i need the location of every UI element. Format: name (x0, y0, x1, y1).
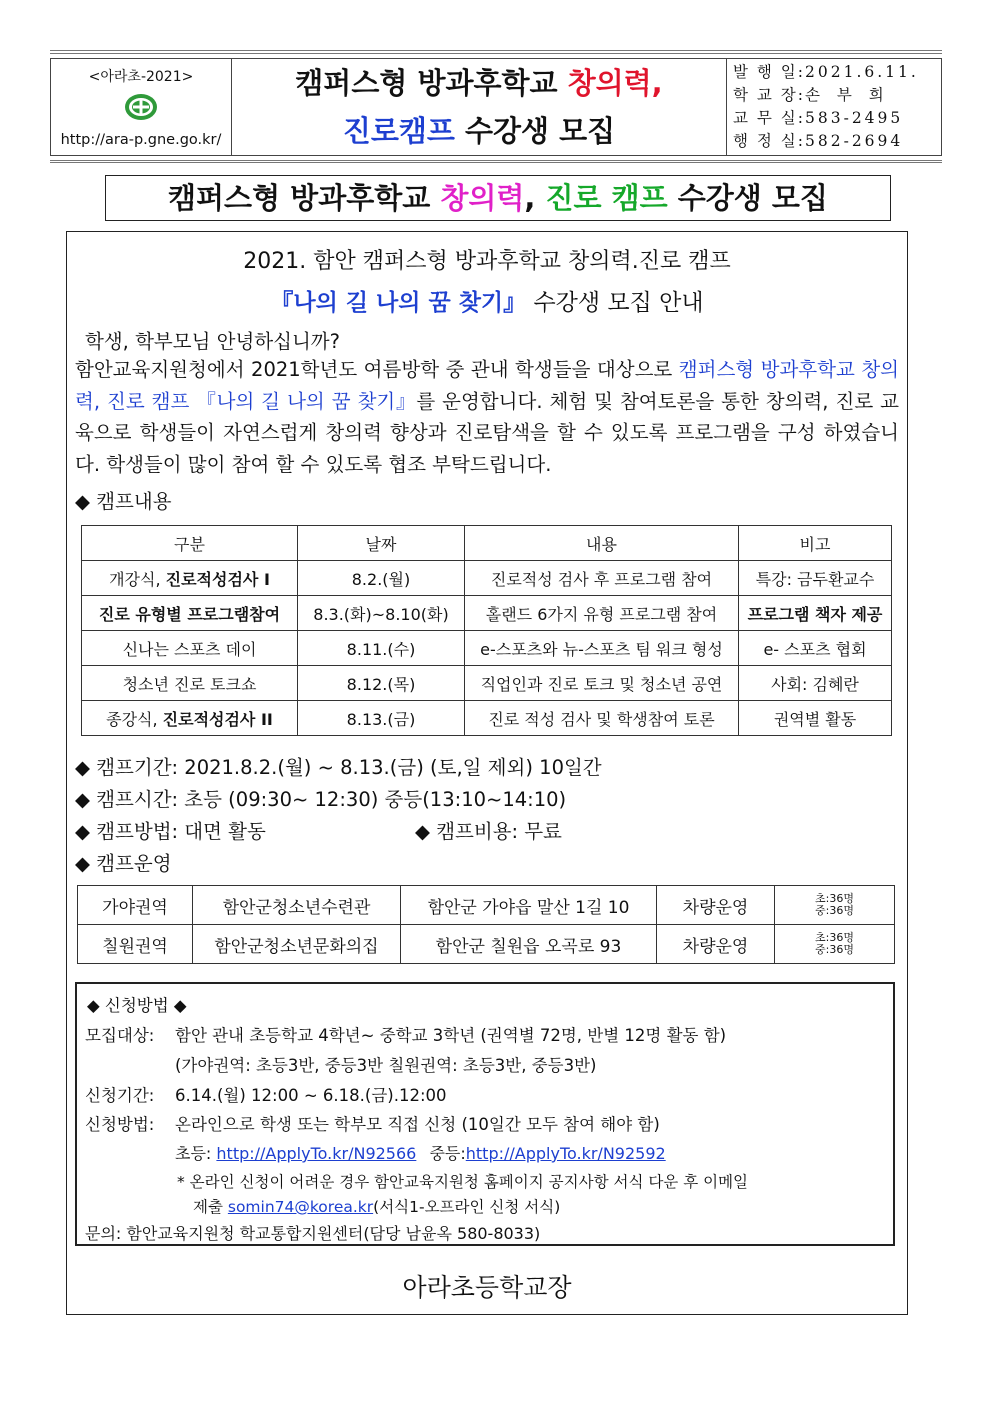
capacity-mid: 중:36명 (815, 904, 854, 917)
note-cell: 사회: 김혜란 (739, 666, 892, 701)
col-header: 내용 (465, 526, 739, 561)
note-post: (서식1-오프라인 신청 서식) (373, 1198, 561, 1216)
subheading-quote: 『나의 길 나의 꿈 찾기』 (270, 290, 527, 316)
school-tag: <아라초-2021> (88, 69, 194, 85)
banner-part3: , (524, 181, 546, 215)
issue-date: 2021.6.11. (805, 63, 919, 81)
col-header: 날짜 (298, 526, 465, 561)
category-cell (82, 666, 298, 701)
content-cell: 직업인과 진로 토크 및 청소년 공연 (465, 666, 739, 701)
header-title-2a: 진로캠프 (342, 114, 455, 148)
capacity-mid: 중:36명 (815, 943, 854, 956)
note-cell: e- 스포츠 협회 (739, 631, 892, 666)
application-box (75, 982, 895, 1246)
camp-method: ◆ 캠프방법: 대면 활동 (75, 820, 266, 843)
banner-part4: 진로 캠프 (545, 181, 668, 215)
mid-apply-link[interactable]: http://ApplyTo.kr/N92592 (465, 1144, 666, 1163)
category-bold: 진로적성검사 I (165, 569, 270, 589)
issue-date-label: 발 행 일: (733, 63, 805, 81)
greeting: 학생, 학부모님 안녕하십니까? (85, 330, 340, 353)
header-title-2b: 수강생 모집 (454, 114, 616, 148)
body-highlight: 캠퍼스형 방과후학교 창의력, 진로 캠프 『나의 길 나의 꿈 찾기』 (75, 358, 900, 413)
camp-operation: ◆ 캠프운영 (75, 852, 172, 875)
banner-title (105, 175, 891, 221)
category-text: 종강식, (106, 709, 163, 729)
category-cell (82, 631, 298, 666)
signature: 아라초등학교장 (402, 1273, 572, 1302)
region-cell: 가야권역 (78, 886, 193, 925)
schedule-table (81, 525, 892, 736)
address-cell: 함안군 가야읍 말산 1길 10 (401, 886, 657, 925)
body-part1: 함안교육지원청에서 2021학년도 여름방학 중 관내 학생들을 대상으로 (75, 358, 679, 381)
date-cell: 8.3.(화)~8.10(화) (298, 596, 465, 631)
school-tag-cell (51, 59, 232, 156)
document-header (50, 50, 942, 163)
table-row (82, 631, 892, 666)
office-phone: 583-2495 (805, 109, 904, 127)
capacity-elem: 초:36명 (815, 892, 854, 905)
place-cell: 함안군청소년수련관 (193, 886, 401, 925)
header-info (727, 59, 942, 156)
header-title-1b: 창의력, (567, 66, 663, 100)
notice-box (66, 231, 908, 1315)
content-cell: 진로 적성 검사 및 학생참여 토론 (465, 701, 739, 736)
apply-title: ◆ 신청방법 ◆ (87, 996, 187, 1015)
content-cell: 홀랜드 6가지 유형 프로그램 참여 (465, 596, 739, 631)
notice-heading: 2021. 함안 캠퍼스형 방과후학교 창의력.진로 캠프 (243, 249, 731, 274)
inquiry: 문의: 함안교육지원청 학교통합지원센터(담당 남윤옥 580-8033) (85, 1224, 541, 1243)
table-row (78, 886, 895, 925)
body-part2: 를 운영합니다. 체험 및 참여토론을 통한 창의력, 진로 교육으로 학생들이 자연스럽게 창의력 향상과 진로탐색을 할 수 있도록 프로그램을 구성 하였습니다. 학생들이 많이 참여 할 수 있도록 협조 부탁드립니다. (75, 389, 899, 476)
transport-cell: 차량운영 (657, 925, 775, 964)
method-text: 온라인으로 학생 또는 학부모 직접 신청 (10일간 모두 참여 해야 함) (175, 1115, 660, 1134)
notice-subheading (67, 284, 907, 317)
table-row (78, 925, 895, 964)
category-bold: 진로적성검사 II (162, 709, 273, 729)
admin-phone: 582-2694 (805, 132, 904, 150)
header-title (232, 59, 727, 156)
elem-apply-link[interactable]: http://ApplyTo.kr/N92566 (216, 1144, 417, 1163)
header-title-1a: 캠퍼스형 방과후학교 (295, 66, 568, 100)
category-text: 개강식, (109, 569, 166, 589)
school-logo-icon (123, 92, 159, 122)
banner-part5: 수강생 모집 (667, 181, 828, 215)
note-cell: 특강: 금두환교수 (739, 561, 892, 596)
category-cell (82, 561, 298, 596)
category-text: 청소년 진로 토크쇼 (122, 674, 257, 694)
table-row (82, 666, 892, 701)
period-text: 6.14.(월) 12:00 ~ 6.18.(금).12:00 (175, 1086, 447, 1105)
venue-table (77, 885, 895, 964)
note-line2 (193, 1195, 560, 1217)
category-text: 신나는 스포츠 데이 (122, 639, 257, 659)
elem-label: 초등: (175, 1144, 212, 1163)
place-cell: 함안군청소년문화의집 (193, 925, 401, 964)
col-header: 구분 (82, 526, 298, 561)
principal-label: 학 교 장: (733, 86, 805, 104)
subheading-rest: 수강생 모집 안내 (526, 290, 704, 316)
content-cell: e-스포츠와 뉴-스포츠 팀 워크 형성 (465, 631, 739, 666)
method-label: 신청방법: (85, 1115, 155, 1134)
date-cell: 8.12.(목) (298, 666, 465, 701)
admin-label: 행 정 실: (733, 132, 805, 150)
region-cell: 칠원권역 (78, 925, 193, 964)
camp-time: ◆ 캠프시간: 초등 (09:30~ 12:30) 중등(13:10~14:10) (75, 788, 567, 811)
category-cell (82, 701, 298, 736)
transport-cell: 차량운영 (657, 886, 775, 925)
date-cell: 8.13.(금) (298, 701, 465, 736)
target-text: 함안 관내 초등학교 4학년~ 중학교 3학년 (권역별 72명, 반별 12명 활동 함) (175, 1026, 727, 1045)
address-cell: 함안군 칠원읍 오곡로 93 (401, 925, 657, 964)
banner-part2: 창의력 (440, 181, 525, 215)
camp-period: ◆ 캠프기간: 2021.8.2.(월) ~ 8.13.(금) (토,일 제외) 10일간 (75, 756, 602, 779)
notice-body (75, 354, 899, 480)
camp-content-label: ◆ 캠프내용 (75, 490, 172, 513)
principal-name: 손 부 희 (805, 86, 890, 104)
target-label: 모집대상: (85, 1026, 155, 1045)
col-header: 비고 (739, 526, 892, 561)
capacity-cell (775, 925, 895, 964)
period-label: 신청기간: (85, 1086, 155, 1105)
target-detail: (가야권역: 초등3반, 중등3반 칠원권역: 초등3반, 중등3반) (175, 1056, 597, 1075)
note-pre: 제출 (193, 1198, 228, 1216)
category-bold: 진로 유형별 프로그램참여 (98, 604, 281, 624)
capacity-elem: 초:36명 (815, 931, 854, 944)
mid-label: 중등: (429, 1144, 466, 1163)
note-cell: 권역별 활동 (739, 701, 892, 736)
table-row (82, 561, 892, 596)
date-cell: 8.2.(월) (298, 561, 465, 596)
table-row (82, 701, 892, 736)
camp-cost: ◆ 캠프비용: 무료 (415, 820, 562, 843)
capacity-cell (775, 886, 895, 925)
table-row (82, 596, 892, 631)
header-table (50, 58, 942, 156)
office-label: 교 무 실: (733, 109, 805, 127)
category-cell (82, 596, 298, 631)
note-cell: 프로그램 책자 제공 (739, 596, 892, 631)
note-line1: * 온라인 신청이 어려운 경우 함안교육지원청 홈페이지 공지사항 서식 다운 후 이메일 (177, 1173, 749, 1191)
school-url[interactable]: http://ara-p.gne.go.kr/ (60, 132, 222, 148)
content-cell: 진로적성 검사 후 프로그램 참여 (465, 561, 739, 596)
email-link[interactable]: somin74@korea.kr (227, 1198, 374, 1216)
banner-part1: 캠퍼스형 방과후학교 (168, 181, 441, 215)
date-cell: 8.11.(수) (298, 631, 465, 666)
apply-links (175, 1141, 666, 1164)
